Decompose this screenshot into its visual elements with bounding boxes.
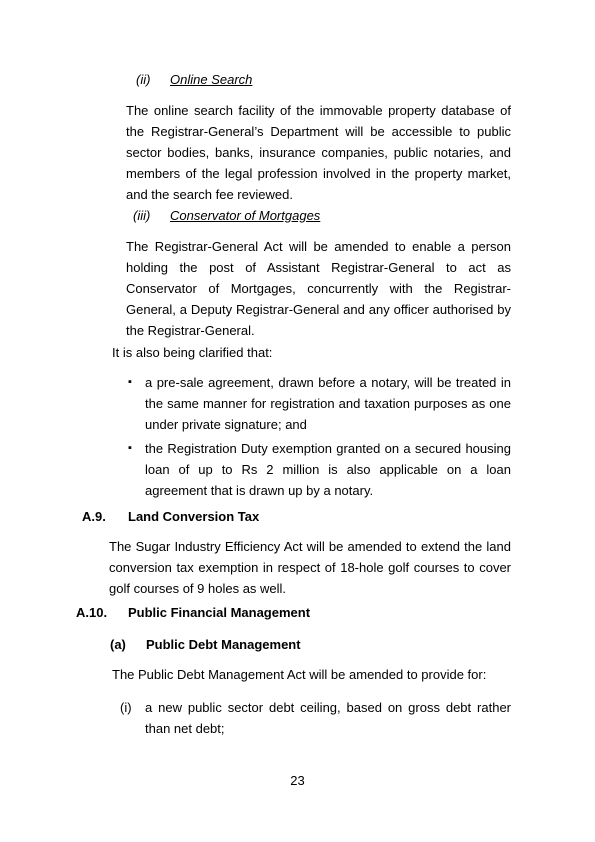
conservator-title: Conservator of Mortgages <box>170 208 321 223</box>
a9-title: Land Conversion Tax <box>128 509 260 524</box>
public-debt-intro: The Public Debt Management Act will be amended to provide for: <box>112 667 487 682</box>
online-search-title: Online Search <box>170 72 253 87</box>
bullet-marker: ▪ <box>128 442 132 454</box>
bullet-item-registration-duty: the Registration Duty exemption granted on a secured housing loan of up to Rs 2 million is also applicable on a loan agreement that is drawn up by a notary. <box>145 441 511 498</box>
a10-sub-title: Public Debt Management <box>146 637 301 652</box>
page-number: 23 <box>290 773 305 788</box>
conservator-paragraph: The Registrar-General Act will be amended to enable a person holding the post of Assistant Registrar-General to act as Conservator of Mortgages, concurrently with the Registrar-General, a Deputy Registrar-General and any officer authorised by the Registrar-General. <box>126 239 511 338</box>
online-search-number: (ii) <box>136 72 151 87</box>
a9-paragraph: The Sugar Industry Efficiency Act will be amended to extend the land conversion tax exemption in respect of 18-hole golf courses to cover golf courses of 9 holes as well. <box>109 539 511 596</box>
public-debt-item-text: a new public sector debt ceiling, based on gross debt rather than net debt; <box>145 700 511 736</box>
bullet-item-presale: a pre-sale agreement, drawn before a notary, will be treated in the same manner for registration and taxation purposes as one under private signature; and <box>145 375 511 432</box>
conservator-number: (iii) <box>133 208 151 223</box>
a10-title: Public Financial Management <box>128 605 311 620</box>
clarified-intro: It is also being clarified that: <box>112 345 273 360</box>
online-search-heading <box>136 72 252 87</box>
online-search-paragraph: The online search facility of the immovable property database of the Registrar-General’s Department will be accessible to public sector bodies, banks, insurance companies, public notaries, and members of the legal profession involved in the property market, and the search fee reviewed. <box>126 103 511 202</box>
a9-number: A.9. <box>82 509 106 524</box>
public-debt-item-number: (i) <box>120 700 132 715</box>
bullet-marker: ▪ <box>128 376 132 388</box>
conservator-heading <box>133 208 320 223</box>
a10-number: A.10. <box>76 605 108 620</box>
a10-sub-number: (a) <box>110 637 126 652</box>
